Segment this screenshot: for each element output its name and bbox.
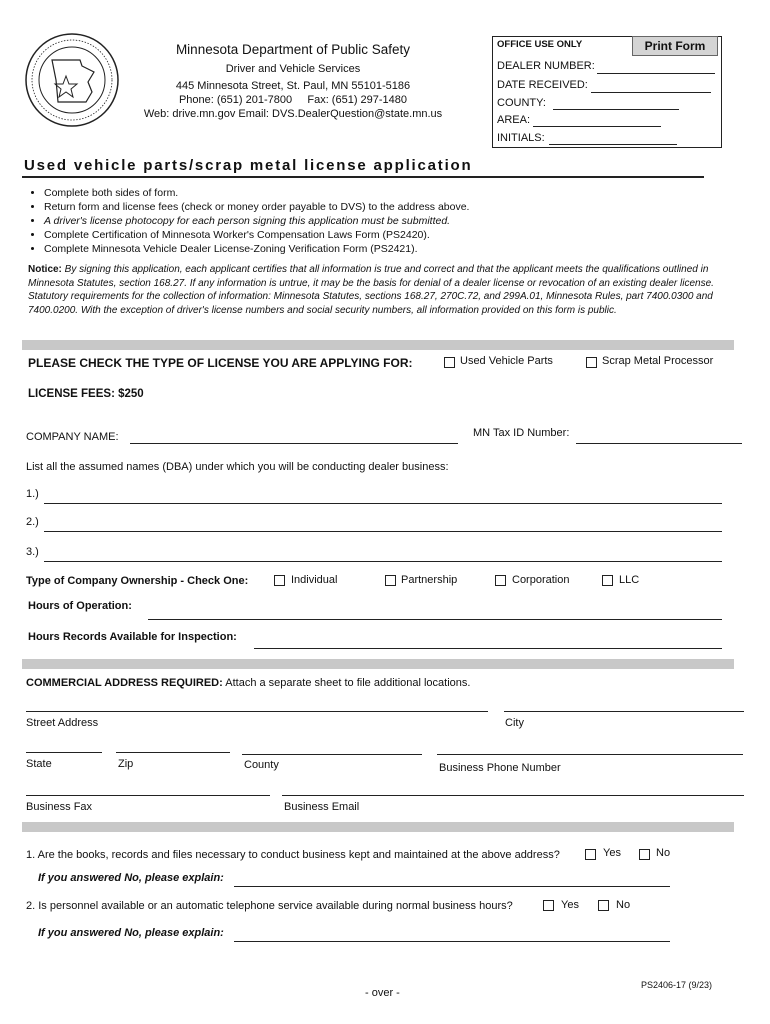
company-name-label: COMPANY NAME:: [26, 431, 119, 443]
instruction-item: • A driver's license photocopy for each person signing this application must be submitted.: [44, 214, 469, 228]
commercial-address-bold: COMMERCIAL ADDRESS REQUIRED:: [26, 677, 223, 689]
commercial-address-note: Attach a separate sheet to file additional locations.: [222, 677, 471, 689]
business-email-label: Business Email: [284, 801, 360, 813]
q2-no-label: No: [616, 899, 631, 911]
instruction-item: • Complete Certification of Minnesota Worker's Compensation Laws Form (PS2420).: [44, 228, 469, 242]
title-rule: [22, 176, 704, 178]
dba-number-1: 1.): [26, 488, 39, 500]
company-name-field[interactable]: [130, 443, 458, 444]
office-date-received-label: DATE RECEIVED:: [497, 79, 588, 91]
license-fees: LICENSE FEES: $250: [28, 388, 144, 400]
business-fax-field[interactable]: [26, 795, 270, 796]
office-county-label: COUNTY:: [497, 97, 546, 109]
city-field[interactable]: [504, 711, 744, 712]
q1-yes-label: Yes: [603, 847, 621, 859]
q1-explain-field[interactable]: [234, 886, 670, 887]
question-1-text: 1. Are the books, records and files necessary to conduct business kept and maintained at the above address?: [26, 849, 560, 861]
over-indicator: - over -: [365, 987, 400, 999]
print-form-button[interactable]: Print Form: [632, 36, 718, 56]
ownership-label: Type of Company Ownership - Check One:: [26, 575, 249, 587]
dba-field-1[interactable]: [44, 503, 722, 504]
hours-operation-label: Hours of Operation:: [28, 600, 132, 612]
instruction-item: • Complete Minnesota Vehicle Dealer License-Zoning Verification Form (PS2421).: [44, 242, 469, 256]
tax-id-field[interactable]: [576, 443, 742, 444]
records-hours-label: Hours Records Available for Inspection:: [28, 631, 237, 643]
county-label: County: [244, 759, 279, 771]
individual-checkbox[interactable]: [274, 575, 285, 586]
q2-yes-label: Yes: [561, 899, 579, 911]
dba-number-3: 3.): [26, 546, 39, 558]
used-vehicle-parts-checkbox[interactable]: [444, 357, 455, 368]
q1-yes-checkbox[interactable]: [585, 849, 596, 860]
dba-field-3[interactable]: [44, 561, 722, 562]
partnership-checkbox[interactable]: [385, 575, 396, 586]
street-address-field[interactable]: [26, 711, 488, 712]
used-vehicle-parts-label: Used Vehicle Parts: [460, 355, 553, 367]
street-address-label: Street Address: [26, 717, 99, 729]
business-fax-label: Business Fax: [26, 801, 93, 813]
city-label: City: [505, 717, 524, 729]
instruction-item: • Complete both sides of form.: [44, 186, 469, 200]
corporation-checkbox[interactable]: [495, 575, 506, 586]
q1-explain-label: If you answered No, please explain:: [38, 872, 224, 884]
zip-field[interactable]: [116, 752, 230, 753]
q2-yes-checkbox[interactable]: [543, 900, 554, 911]
question-2-text: 2. Is personnel available or an automatic telephone service available during normal business hours?: [26, 900, 513, 912]
section-divider: [22, 340, 734, 350]
zip-label: Zip: [118, 758, 134, 770]
records-hours-field[interactable]: [254, 648, 722, 649]
section-divider: [22, 659, 734, 669]
q2-explain-label: If you answered No, please explain:: [38, 927, 224, 939]
notice-label: Notice:: [28, 264, 62, 275]
form-number: PS2406-17 (9/23): [641, 980, 713, 990]
state-seal-logo: [22, 30, 122, 130]
instructions-list: [24, 186, 469, 256]
office-dealer-number-label: DEALER NUMBER:: [497, 60, 595, 72]
scrap-metal-processor-checkbox[interactable]: [586, 357, 597, 368]
office-use-heading: OFFICE USE ONLY: [497, 39, 583, 50]
state-field[interactable]: [26, 752, 102, 753]
business-phone-field[interactable]: [437, 754, 743, 755]
dba-field-2[interactable]: [44, 531, 722, 532]
dba-prompt: List all the assumed names (DBA) under which you will be conducting dealer business:: [26, 461, 449, 473]
agency-phone-fax: Phone: (651) 201-7800 Fax: (651) 297-1480: [178, 94, 408, 106]
scrap-metal-processor-label: Scrap Metal Processor: [602, 355, 714, 367]
section-divider: [22, 822, 734, 832]
individual-label: Individual: [291, 574, 338, 586]
form-title: Used vehicle parts/scrap metal license application: [24, 157, 473, 174]
agency-address: 445 Minnesota Street, St. Paul, MN 55101-5186: [175, 80, 411, 92]
partnership-label: Partnership: [401, 574, 458, 586]
dba-number-2: 2.): [26, 516, 39, 528]
notice-paragraph: [28, 263, 718, 317]
state-label: State: [26, 758, 52, 770]
office-initials-label: INITIALS:: [497, 132, 545, 144]
corporation-label: Corporation: [512, 574, 570, 586]
division-name: Driver and Vehicle Services: [225, 63, 361, 75]
notice-text: By signing this application, each applicant certifies that all information is true and correct and that the applicant meets the qualifications outlined in Minnesota Statutes, section 168.27. If any information is untrue, it may be the basis for denial of a dealer license or revocation of an existing dealer license. Statutory requirements for the collection of information: Minnesota Statutes, sections 168.27, 270C.72, and 299A.01, Minnesota Rules, part 7400.0300 and 7400.0200. With the exception of driver's license numbers and social security numbers, all information provided on this form is public.: [28, 264, 714, 316]
q2-explain-field[interactable]: [234, 941, 670, 942]
business-phone-label: Business Phone Number: [439, 762, 561, 774]
hours-operation-field[interactable]: [148, 619, 722, 620]
q1-no-label: No: [656, 847, 671, 859]
county-field[interactable]: [242, 754, 422, 755]
llc-label: LLC: [619, 574, 640, 586]
office-area-label: AREA:: [497, 114, 531, 126]
instruction-item: • Return form and license fees (check or money order payable to DVS) to the address above.: [44, 200, 469, 214]
tax-id-label: MN Tax ID Number:: [473, 427, 570, 439]
agency-name: Minnesota Department of Public Safety: [175, 42, 411, 57]
business-email-field[interactable]: [282, 795, 744, 796]
q1-no-checkbox[interactable]: [639, 849, 650, 860]
agency-web-email: Web: drive.mn.gov Email: DVS.DealerQuestion@state.mn.us: [143, 108, 443, 120]
llc-checkbox[interactable]: [602, 575, 613, 586]
license-type-prompt: PLEASE CHECK THE TYPE OF LICENSE YOU ARE APPLYING FOR:: [28, 356, 413, 370]
commercial-address-heading: [26, 677, 470, 689]
q2-no-checkbox[interactable]: [598, 900, 609, 911]
